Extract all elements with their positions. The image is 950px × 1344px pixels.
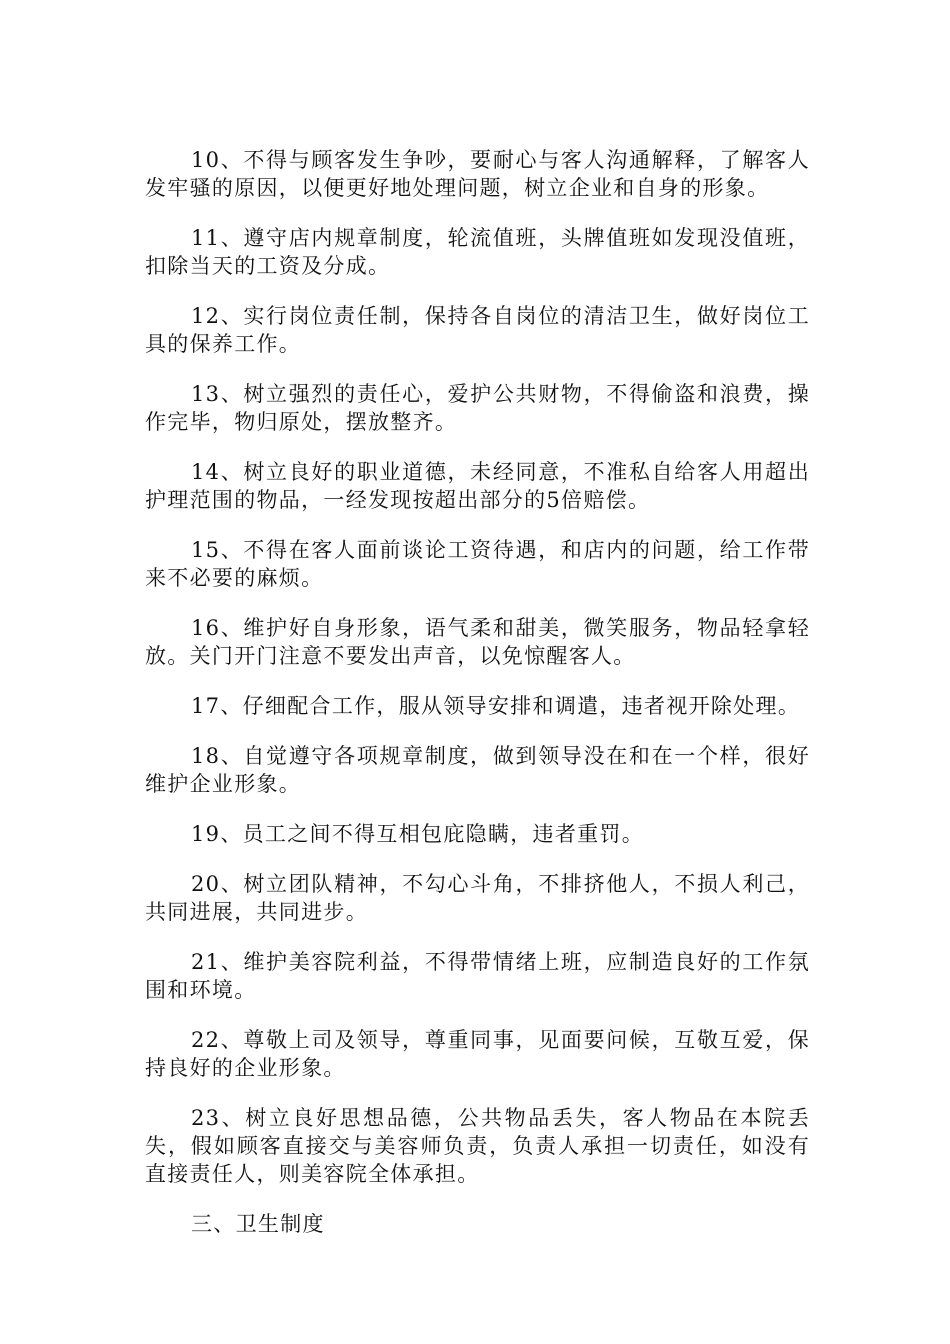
rule-19: 19、员工之间不得互相包庇隐瞒，违者重罚。 <box>191 822 645 846</box>
rule-14: 14、树立良好的职业道德，未经同意，不准私自给客人用超出护理范围的物品，一经发现按超出部分的5倍赔偿。 <box>145 460 810 512</box>
rule-10: 10、不得与顾客发生争吵，要耐心与客人沟通解释，了解客人发牢骚的原因，以便更好地处理问题，树立企业和自身的形象。 <box>145 148 810 200</box>
rule-16: 16、维护好自身形象，语气柔和甜美，微笑服务，物品轻拿轻放。关门开门注意不要发出声音，以免惊醒客人。 <box>145 616 810 668</box>
rule-23: 23、树立良好思想品德，公共物品丢失，客人物品在本院丢失，假如顾客直接交与美容师负责，负责人承担一切责任，如没有直接责任人，则美容院全体承担。 <box>145 1106 810 1186</box>
rule-12: 12、实行岗位责任制，保持各自岗位的清洁卫生，做好岗位工具的保养工作。 <box>145 304 810 356</box>
rule-11: 11、遵守店内规章制度，轮流值班，头牌值班如发现没值班，扣除当天的工资及分成。 <box>145 226 810 278</box>
rule-21: 21、维护美容院利益，不得带情绪上班，应制造良好的工作氛围和环境。 <box>145 950 810 1002</box>
rule-13: 13、树立强烈的责任心，爱护公共财物，不得偷盗和浪费，操作完毕，物归原处，摆放整齐。 <box>145 382 810 434</box>
rule-22: 22、尊敬上司及领导，尊重同事，见面要问候，互敬互爱，保持良好的企业形象。 <box>145 1028 810 1080</box>
rule-15: 15、不得在客人面前谈论工资待遇，和店内的问题，给工作带来不必要的麻烦。 <box>145 538 810 590</box>
rule-20: 20、树立团队精神，不勾心斗角，不排挤他人，不损人利己，共同进展，共同进步。 <box>145 872 810 924</box>
section-heading-hygiene: 三、卫生制度 <box>191 1212 325 1236</box>
rule-17: 17、仔细配合工作，服从领导安排和调遣，违者视开除处理。 <box>191 694 801 718</box>
rule-18: 18、自觉遵守各项规章制度，做到领导没在和在一个样，很好维护企业形象。 <box>145 744 810 796</box>
document-body <box>145 146 810 1260</box>
